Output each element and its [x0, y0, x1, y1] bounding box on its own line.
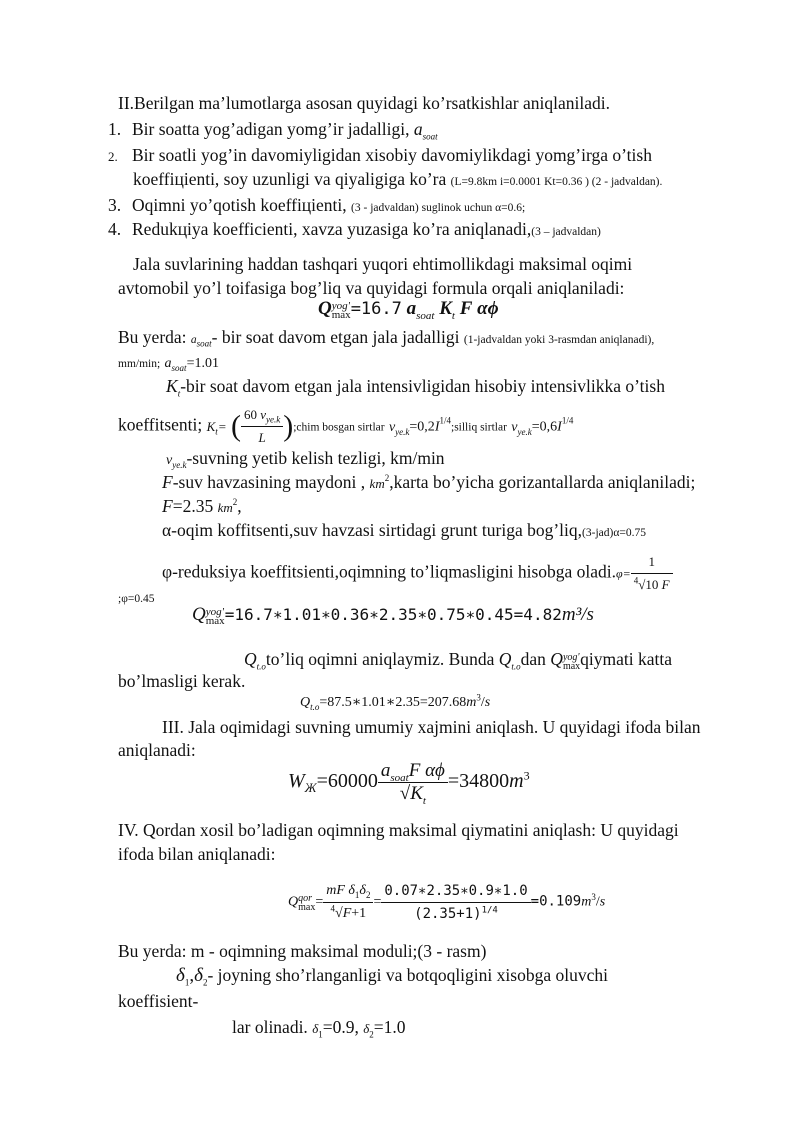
bu-yerda-m-line: Bu yerda: m - oqimning maksimal moduli;(3 - rasm) [118, 941, 487, 961]
section-2-heading: II.Berilgan ma’lumotlarga asosan quyidagi ko’rsatkishlar aniqlaniladi. [118, 93, 610, 113]
list-text: Bir soatli yog’in davomiyligidan xisobiy davomiylikdagi yomg’irga o’tish [132, 145, 652, 165]
q-calc-line: Q yog' max =16.7∗1.01∗0.36∗2.35∗0.75∗0.45=4.82m³/s [192, 604, 594, 627]
kt-formula-line: koeffitsenti; $K_t=$ ( $\frac{60 v_{ye.k}}{L}$ );chim bosgan sirtlar $v_{ye.k}=0,2I^{1/4};silliq$ sirtlar $v_{ye.k}=0,6I^{1/4}$ [118, 404, 573, 444]
paragraph-line-2: avtomobil yo’l toifasiga bog’liq va quyidagi formula orqali aniqlaniladi: [118, 278, 625, 298]
units-line: mm/min; $a_{soat}=1.01$ [118, 356, 219, 373]
list-note: (3 – jadvaldan) [531, 226, 601, 238]
f-desc-line: F-suv havzasining maydoni , $km^2,karta$ bo’yicha gorizantallarda aniqlaniladi; [162, 472, 696, 492]
kt-desc-line: $K_t$-bir soat davom etgan jala intensivligidan hisobiy intensivlikka o’tish [166, 376, 665, 399]
list-number: 3. [108, 195, 122, 215]
alpha-desc-line: α-oqim koffitsenti,suv havzasi sirtidagi grunt turiga bog’liq,(3-jad)α=0.75 [162, 520, 646, 540]
list-text: koeffiцienti, soy uzunligi va qiyaligiga ko’ra [133, 169, 447, 189]
phi-value: ;φ=0.45 [118, 593, 155, 605]
phi-desc-line: φ-reduksiya koeffitsienti,oqimning to’liqmasligini hisobga oladi.φ= $\frac{1}{^4√10 F}$ [162, 551, 673, 587]
formula-q-max: Q yog' max =16.7 $a_{soat}$ $K_t$ F αϕ [318, 298, 499, 322]
list-text: Bir soatta yog’adigan yomg’ir jadalligi, [132, 119, 410, 139]
q-qor-formula: Q qor max = $\frac{mF \delta_1\delta_2}{^4√F+1}$ = $\frac{0.07∗2.35∗0.9∗1.0}{(2.35+1)^{1/4}}$ $=0.109m^3/s$ [288, 880, 605, 940]
qto-line-2: bo’lmasligi kerak. [118, 671, 246, 691]
list-item-1 [108, 118, 438, 140]
qto-calc-line: $Q_{t.o}=87.5∗1.01∗2.35=207.68m^3/s$ [300, 692, 491, 712]
list-item-2-cont [133, 168, 662, 193]
list-note: (3 - jadvaldan) suglinok uchun α=0.6; [351, 202, 526, 214]
list-text: Redukцiya koefficienti, xavza yuzasiga ko’ra aniqlanadi, [132, 219, 532, 239]
qto-line-1: $Q_{t.o}to’liq$ oqimni aniqlaymiz. Bunda $Q_{t.o}dan$ Q yog' max qiymati katta [244, 649, 673, 672]
paragraph-line-1: Jala suvlarining haddan tashqari yuqori ehtimollikdagi maksimal oqimi [133, 254, 633, 274]
list-number: 1. [108, 119, 122, 139]
list-number: 2. [108, 149, 118, 164]
section-3-line-1: III. Jala oqimidagi suvning umumiy xajmini aniqlash. U quyidagi ifoda bilan [162, 717, 701, 737]
list-number: 4. [108, 219, 122, 239]
w-formula: $W_Ж=60000$ $\frac{a_{soat}F \alpha\phi}{√K_t}$ $=34800m^3$ [288, 760, 530, 807]
section-4-line-1: IV. Qordan xosil bo’ladigan oqimning maksimal qiymatini aniqlash: U quyidagi [118, 820, 679, 840]
list-item-3 [108, 194, 525, 219]
f-value-line: F=2.35 $km^2$, [162, 496, 242, 516]
koef-line: koeffisient- [118, 991, 199, 1011]
last-line: lar olinadi. $\delta_1=0.9$, $\delta_2=1.0$ [232, 1017, 406, 1040]
formula-coef: =16.7 [350, 299, 402, 319]
section-3-line-2: aniqlanadi: [118, 740, 196, 760]
v-desc-line: $v_{ye.k}$-suvning yetib kelish tezligi, km/min [166, 448, 445, 470]
list-text: Oqimni yo’qotish koeffiцienti, [132, 195, 347, 215]
section-4-line-2: ifoda bilan aniqlanadi: [118, 844, 276, 864]
list-item-2 [108, 144, 652, 168]
list-item-4 [108, 218, 601, 243]
list-note: (L=9.8km i=0.0001 Kt=0.36 ) (2 - jadvaldan). [450, 176, 663, 188]
bu-yerda-line: Bu yerda: $a_{soat}-$ bir soat davom etgan jala jadalligi (1-jadvaldan yoki 3-rasmdan aniqlanadi), [118, 327, 655, 349]
a-soat-symbol: $a_{soat}$ [413, 119, 438, 142]
delta-desc-line: $\delta_1,\delta_2-$ joyning sho’rlanganligi va botqoqligini xisobga oluvchi [176, 965, 608, 988]
